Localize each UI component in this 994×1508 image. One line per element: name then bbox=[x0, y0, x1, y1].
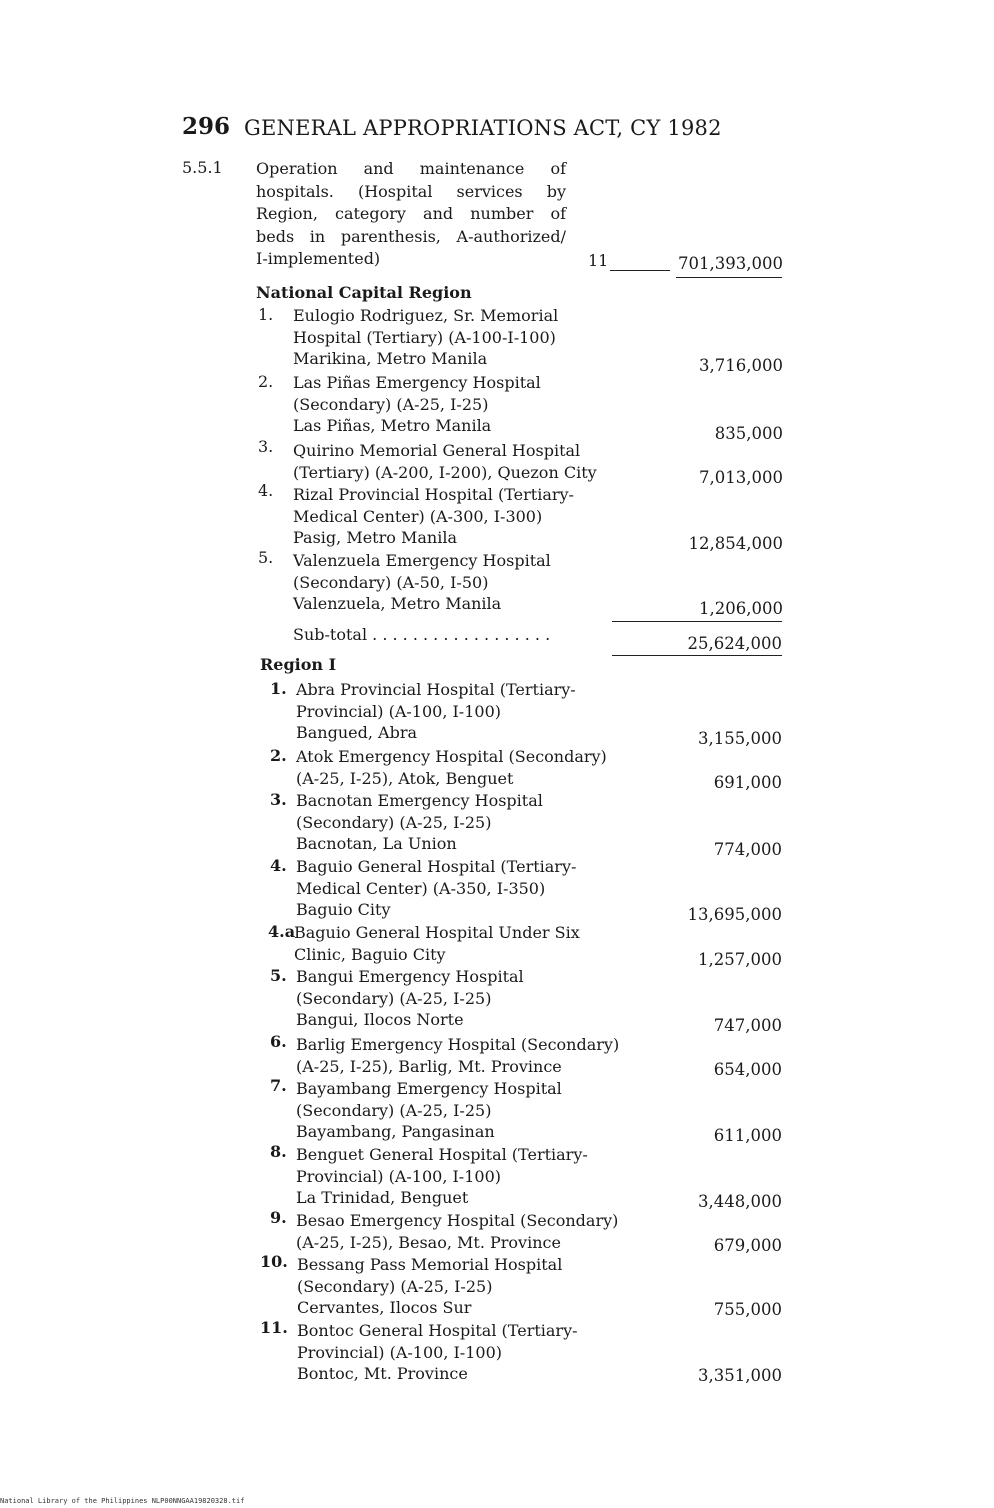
item-line: Rizal Provincial Hospital (Tertiary- bbox=[293, 485, 574, 504]
item-line: Bontoc, Mt. Province bbox=[297, 1364, 468, 1383]
item-number: 8. bbox=[270, 1142, 287, 1161]
item-number: 2. bbox=[258, 372, 274, 391]
item-description bbox=[294, 922, 580, 965]
item-amount: 654,000 bbox=[713, 1060, 782, 1079]
item-line: Baguio City bbox=[296, 900, 391, 919]
item-line: Cervantes, Ilocos Sur bbox=[297, 1298, 472, 1317]
amount-underline bbox=[676, 277, 782, 278]
item-line: (A-25, I-25), Besao, Mt. Province bbox=[296, 1232, 561, 1252]
region-heading-ncr: National Capital Region bbox=[256, 283, 472, 302]
item-line: (Secondary) (A-25, I-25) bbox=[296, 1100, 492, 1120]
item-line: (Secondary) (A-50, I-50) bbox=[293, 572, 489, 592]
item-number: 7. bbox=[270, 1076, 287, 1095]
section-number: 5.5.1 bbox=[182, 158, 223, 177]
section-description bbox=[256, 158, 566, 271]
item-number: 1. bbox=[270, 679, 287, 698]
item-number: 2. bbox=[270, 746, 287, 765]
page-title: GENERAL APPROPRIATIONS ACT, CY 1982 bbox=[244, 116, 722, 140]
item-number: 11. bbox=[260, 1318, 288, 1337]
reference-number: 11 bbox=[588, 251, 609, 270]
item-line: Valenzuela Emergency Hospital bbox=[293, 551, 551, 570]
section-amount: 701,393,000 bbox=[678, 254, 783, 273]
item-description bbox=[296, 1144, 588, 1209]
scan-footer: National Library of the Philippines NLP00NNGAA19820328.tif bbox=[0, 1497, 245, 1505]
item-line: (Secondary) (A-25, I-25) bbox=[297, 1276, 493, 1296]
item-amount: 679,000 bbox=[713, 1236, 782, 1255]
item-description bbox=[296, 679, 576, 744]
item-description bbox=[293, 484, 574, 549]
item-amount: 691,000 bbox=[713, 773, 782, 792]
item-number: 6. bbox=[270, 1032, 287, 1051]
item-line: Medical Center) (A-350, I-350) bbox=[296, 878, 546, 898]
item-line: (Secondary) (A-25, I-25) bbox=[296, 812, 492, 832]
item-line: Las Piñas, Metro Manila bbox=[293, 416, 492, 435]
item-line: Clinic, Baguio City bbox=[294, 944, 446, 964]
item-number: 4. bbox=[258, 481, 274, 500]
item-amount: 3,351,000 bbox=[698, 1366, 782, 1385]
item-number: 9. bbox=[270, 1208, 287, 1227]
section-line: beds in parenthesis, A-authorized/ bbox=[256, 226, 566, 246]
item-description bbox=[297, 1254, 562, 1319]
item-line: Marikina, Metro Manila bbox=[293, 349, 488, 368]
item-description bbox=[296, 1078, 562, 1143]
subtotal-label: Sub-total . . . . . . . . . . . . . . . . . . bbox=[293, 625, 551, 644]
item-line: Provincial) (A-100, I-100) bbox=[296, 701, 501, 721]
item-line: Benguet General Hospital (Tertiary- bbox=[296, 1145, 588, 1164]
item-description bbox=[296, 966, 524, 1031]
item-amount: 1,257,000 bbox=[698, 950, 782, 969]
item-line: Bangui Emergency Hospital bbox=[296, 967, 524, 986]
item-number: 5. bbox=[270, 966, 287, 985]
item-amount: 12,854,000 bbox=[688, 534, 783, 553]
item-line: (A-25, I-25), Atok, Benguet bbox=[296, 768, 514, 788]
item-line: Bessang Pass Memorial Hospital bbox=[297, 1255, 563, 1274]
item-number: 1. bbox=[258, 305, 274, 324]
item-description bbox=[296, 856, 576, 921]
item-line: Besao Emergency Hospital (Secondary) bbox=[296, 1211, 619, 1230]
item-line: Bangui, Ilocos Norte bbox=[296, 1010, 464, 1029]
item-number: 5. bbox=[258, 548, 274, 567]
item-amount: 3,155,000 bbox=[698, 729, 782, 748]
item-description bbox=[293, 550, 551, 615]
item-description bbox=[296, 790, 543, 855]
item-description bbox=[293, 305, 558, 370]
item-number: 3. bbox=[270, 790, 287, 809]
item-line: Pasig, Metro Manila bbox=[293, 528, 457, 547]
item-line: Bacnotan Emergency Hospital bbox=[296, 791, 543, 810]
item-line: Baguio General Hospital Under Six bbox=[294, 923, 580, 942]
subtotal-amount: 25,624,000 bbox=[687, 634, 782, 653]
item-line: (Secondary) (A-25, I-25) bbox=[296, 988, 492, 1008]
item-number: 10. bbox=[260, 1252, 288, 1271]
item-description bbox=[296, 1210, 618, 1253]
item-line: Atok Emergency Hospital (Secondary) bbox=[296, 747, 607, 766]
item-number: 4.a bbox=[268, 922, 296, 941]
item-amount: 13,695,000 bbox=[687, 905, 782, 924]
item-line: (Tertiary) (A-200, I-200), Quezon City bbox=[293, 462, 597, 482]
section-line: I-implemented) bbox=[256, 249, 381, 268]
item-amount: 747,000 bbox=[713, 1016, 782, 1035]
item-number: 4. bbox=[270, 856, 287, 875]
item-line: Bontoc General Hospital (Tertiary- bbox=[297, 1321, 578, 1340]
section-line: Operation and maintenance of bbox=[256, 159, 566, 178]
item-amount: 611,000 bbox=[713, 1126, 782, 1145]
item-line: Valenzuela, Metro Manila bbox=[293, 594, 502, 613]
item-line: Bayambang, Pangasinan bbox=[296, 1122, 495, 1141]
item-description bbox=[296, 1034, 619, 1077]
item-line: Las Piñas Emergency Hospital bbox=[293, 373, 541, 392]
item-line: Provincial) (A-100, I-100) bbox=[296, 1166, 501, 1186]
item-line: Bacnotan, La Union bbox=[296, 834, 457, 853]
section-line: Region, category and number of bbox=[256, 204, 566, 223]
page-number: 296 bbox=[182, 113, 231, 140]
item-line: Baguio General Hospital (Tertiary- bbox=[296, 857, 577, 876]
item-line: Bayambang Emergency Hospital bbox=[296, 1079, 562, 1098]
item-description bbox=[296, 746, 607, 789]
item-line: La Trinidad, Benguet bbox=[296, 1188, 469, 1207]
item-amount: 1,206,000 bbox=[699, 599, 783, 618]
item-amount: 755,000 bbox=[713, 1300, 782, 1319]
item-amount: 835,000 bbox=[714, 424, 783, 443]
amount-underline bbox=[612, 621, 782, 622]
item-description bbox=[293, 372, 541, 437]
region-heading-region-1: Region I bbox=[260, 655, 337, 674]
item-description bbox=[293, 440, 597, 483]
item-line: Bangued, Abra bbox=[296, 723, 418, 742]
item-line: Eulogio Rodriguez, Sr. Memorial bbox=[293, 306, 559, 325]
item-amount: 774,000 bbox=[713, 840, 782, 859]
item-amount: 3,448,000 bbox=[698, 1192, 782, 1211]
item-line: Medical Center) (A-300, I-300) bbox=[293, 506, 543, 526]
item-amount: 7,013,000 bbox=[699, 468, 783, 487]
item-line: Hospital (Tertiary) (A-100-I-100) bbox=[293, 327, 556, 347]
item-line: Quirino Memorial General Hospital bbox=[293, 441, 581, 460]
item-line: Abra Provincial Hospital (Tertiary- bbox=[296, 680, 576, 699]
section-line: hospitals. (Hospital services by bbox=[256, 181, 566, 201]
item-line: (Secondary) (A-25, I-25) bbox=[293, 394, 489, 414]
item-line: Barlig Emergency Hospital (Secondary) bbox=[296, 1035, 620, 1054]
item-line: Provincial) (A-100, I-100) bbox=[297, 1342, 502, 1362]
item-description bbox=[297, 1320, 578, 1385]
subtotal-underline bbox=[612, 655, 782, 656]
item-line: (A-25, I-25), Barlig, Mt. Province bbox=[296, 1056, 562, 1076]
item-number: 3. bbox=[258, 437, 274, 456]
item-amount: 3,716,000 bbox=[699, 356, 783, 375]
